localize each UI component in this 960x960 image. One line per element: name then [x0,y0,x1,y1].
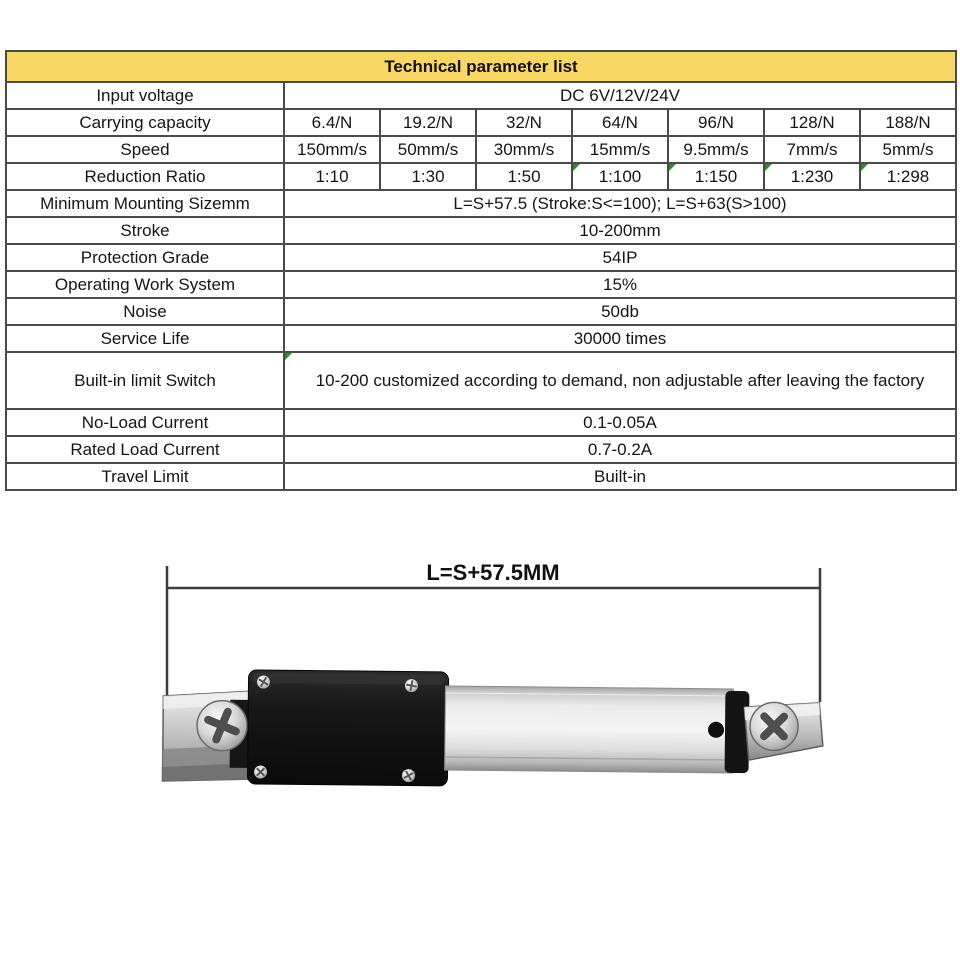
param-value: DC 6V/12V/24V [284,82,956,109]
param-value: 96/N [668,109,764,136]
motor-housing [247,670,448,786]
actuator-rod [445,686,734,773]
param-value: 1:100 [572,163,668,190]
param-label: Operating Work System [6,271,284,298]
linear-actuator [162,669,823,790]
param-value: L=S+57.5 (Stroke:S<=100); L=S+63(S>100) [284,190,956,217]
param-value: 32/N [476,109,572,136]
param-label: Input voltage [6,82,284,109]
param-value: 50mm/s [380,136,476,163]
param-value: 15% [284,271,956,298]
table-row [6,325,956,352]
param-label: No-Load Current [6,409,284,436]
param-value: 15mm/s [572,136,668,163]
table-row [6,163,956,190]
param-label: Stroke [6,217,284,244]
param-value: 128/N [764,109,860,136]
param-value: 1:10 [284,163,380,190]
table-row [6,109,956,136]
param-value: 0.7-0.2A [284,436,956,463]
table-row [6,136,956,163]
param-value: 9.5mm/s [668,136,764,163]
param-value: 30000 times [284,325,956,352]
param-value: 10-200mm [284,217,956,244]
technical-parameter-table [5,50,957,491]
param-label: Noise [6,298,284,325]
param-value: 1:30 [380,163,476,190]
phillips-screw-left [197,700,248,751]
table-row [6,409,956,436]
table-row [6,271,956,298]
param-label: Built-in limit Switch [6,352,284,409]
param-value: 5mm/s [860,136,956,163]
table-row [6,82,956,109]
dimension-label: L=S+57.5MM [426,560,560,585]
phillips-screw-right [750,702,799,751]
param-value: 30mm/s [476,136,572,163]
table-row [6,298,956,325]
table-row [6,463,956,490]
param-value: 150mm/s [284,136,380,163]
table-row [6,436,956,463]
param-label: Carrying capacity [6,109,284,136]
table-title: Technical parameter list [6,51,956,82]
param-label: Rated Load Current [6,436,284,463]
param-label: Service Life [6,325,284,352]
param-value: 64/N [572,109,668,136]
param-label: Minimum Mounting Sizemm [6,190,284,217]
table-row [6,244,956,271]
product-diagram [0,530,960,960]
linear-actuator-illustration [0,530,960,960]
param-value: 0.1-0.05A [284,409,956,436]
table-row [6,217,956,244]
param-value: 1:50 [476,163,572,190]
table-row [6,352,956,409]
param-value: 10-200 customized according to demand, non adjustable after leaving the factory [284,352,956,409]
param-value: 1:230 [764,163,860,190]
table-row [6,190,956,217]
param-value: 50db [284,298,956,325]
param-label: Speed [6,136,284,163]
param-value: 54IP [284,244,956,271]
param-value: 6.4/N [284,109,380,136]
param-value: 7mm/s [764,136,860,163]
param-value: 1:298 [860,163,956,190]
param-value: 188/N [860,109,956,136]
param-value: 19.2/N [380,109,476,136]
param-value: Built-in [284,463,956,490]
param-label: Travel Limit [6,463,284,490]
table-row [6,51,956,82]
param-label: Reduction Ratio [6,163,284,190]
param-label: Protection Grade [6,244,284,271]
param-value: 1:150 [668,163,764,190]
